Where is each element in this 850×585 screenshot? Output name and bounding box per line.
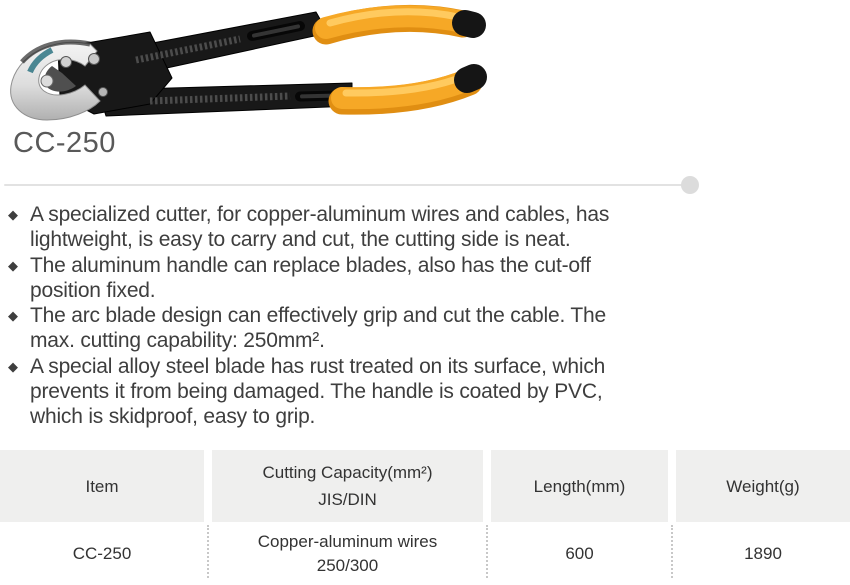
feature-text — [30, 354, 734, 430]
feature-text — [30, 202, 734, 253]
item-value: CC-250 — [72, 543, 132, 563]
header-item — [0, 450, 204, 522]
diamond-bullet-icon: ◆ — [8, 257, 18, 273]
feature-text-line: position fixed. — [30, 278, 156, 302]
feature-item — [8, 354, 734, 430]
length-value: 600 — [565, 543, 594, 563]
feature-text — [30, 253, 734, 304]
spec-table-data-row — [0, 522, 850, 585]
header-length-label: Length(mm) — [533, 476, 626, 496]
header-cutting-capacity-line1: Cutting Capacity(mm²) — [262, 463, 433, 482]
feature-text-line: A specialized cutter, for copper-aluminum wires and cables, has — [30, 203, 610, 226]
diamond-bullet-icon: ◆ — [8, 308, 18, 324]
cell-length-value — [491, 522, 668, 585]
product-model-title: CC-250 — [13, 127, 116, 159]
feature-text-line: The aluminum handle can replace blades, also has the cut-off — [30, 253, 591, 277]
feature-text-line: lightweight, is easy to carry and cut, the cutting side is neat. — [30, 228, 571, 252]
diamond-bullet-icon: ◆ — [8, 207, 18, 222]
header-cutting-capacity — [212, 450, 483, 522]
cell-weight-value — [676, 522, 850, 585]
cell-item-value — [0, 522, 204, 585]
header-item-label: Item — [85, 476, 119, 496]
spec-table-header-row — [0, 450, 850, 522]
feature-text-line: max. cutting capability: 250mm². — [30, 329, 325, 353]
cell-cutting-capacity-value — [212, 522, 483, 585]
header-cutting-capacity-line2: JIS/DIN — [318, 490, 377, 509]
spec-table — [0, 450, 850, 585]
feature-item — [8, 303, 734, 354]
feature-text-line: The arc blade design can effectively grip and cut the cable. The — [30, 304, 606, 328]
feature-text-line: which is skidproof, easy to grip. — [30, 405, 316, 429]
weight-value: 1890 — [744, 543, 782, 563]
product-photo-cable-cutter-image — [0, 0, 492, 130]
feature-list — [8, 202, 734, 430]
divider-end-dot — [681, 176, 699, 194]
header-weight-label: Weight(g) — [726, 476, 800, 496]
header-length — [491, 450, 668, 522]
diamond-bullet-icon: ◆ — [8, 358, 18, 374]
section-divider — [4, 184, 684, 186]
feature-text-line: prevents it from being damaged. The handle is coated by PVC, — [30, 380, 603, 404]
cutting-capacity-line1: Copper-aluminum wires — [257, 531, 438, 551]
feature-item — [8, 253, 734, 304]
feature-item — [8, 202, 734, 253]
header-weight — [676, 450, 850, 522]
feature-text-line: A special alloy steel blade has rust treated on its surface, which — [30, 354, 606, 378]
cutting-capacity-line2: 250/300 — [316, 555, 379, 575]
feature-text — [30, 303, 734, 354]
